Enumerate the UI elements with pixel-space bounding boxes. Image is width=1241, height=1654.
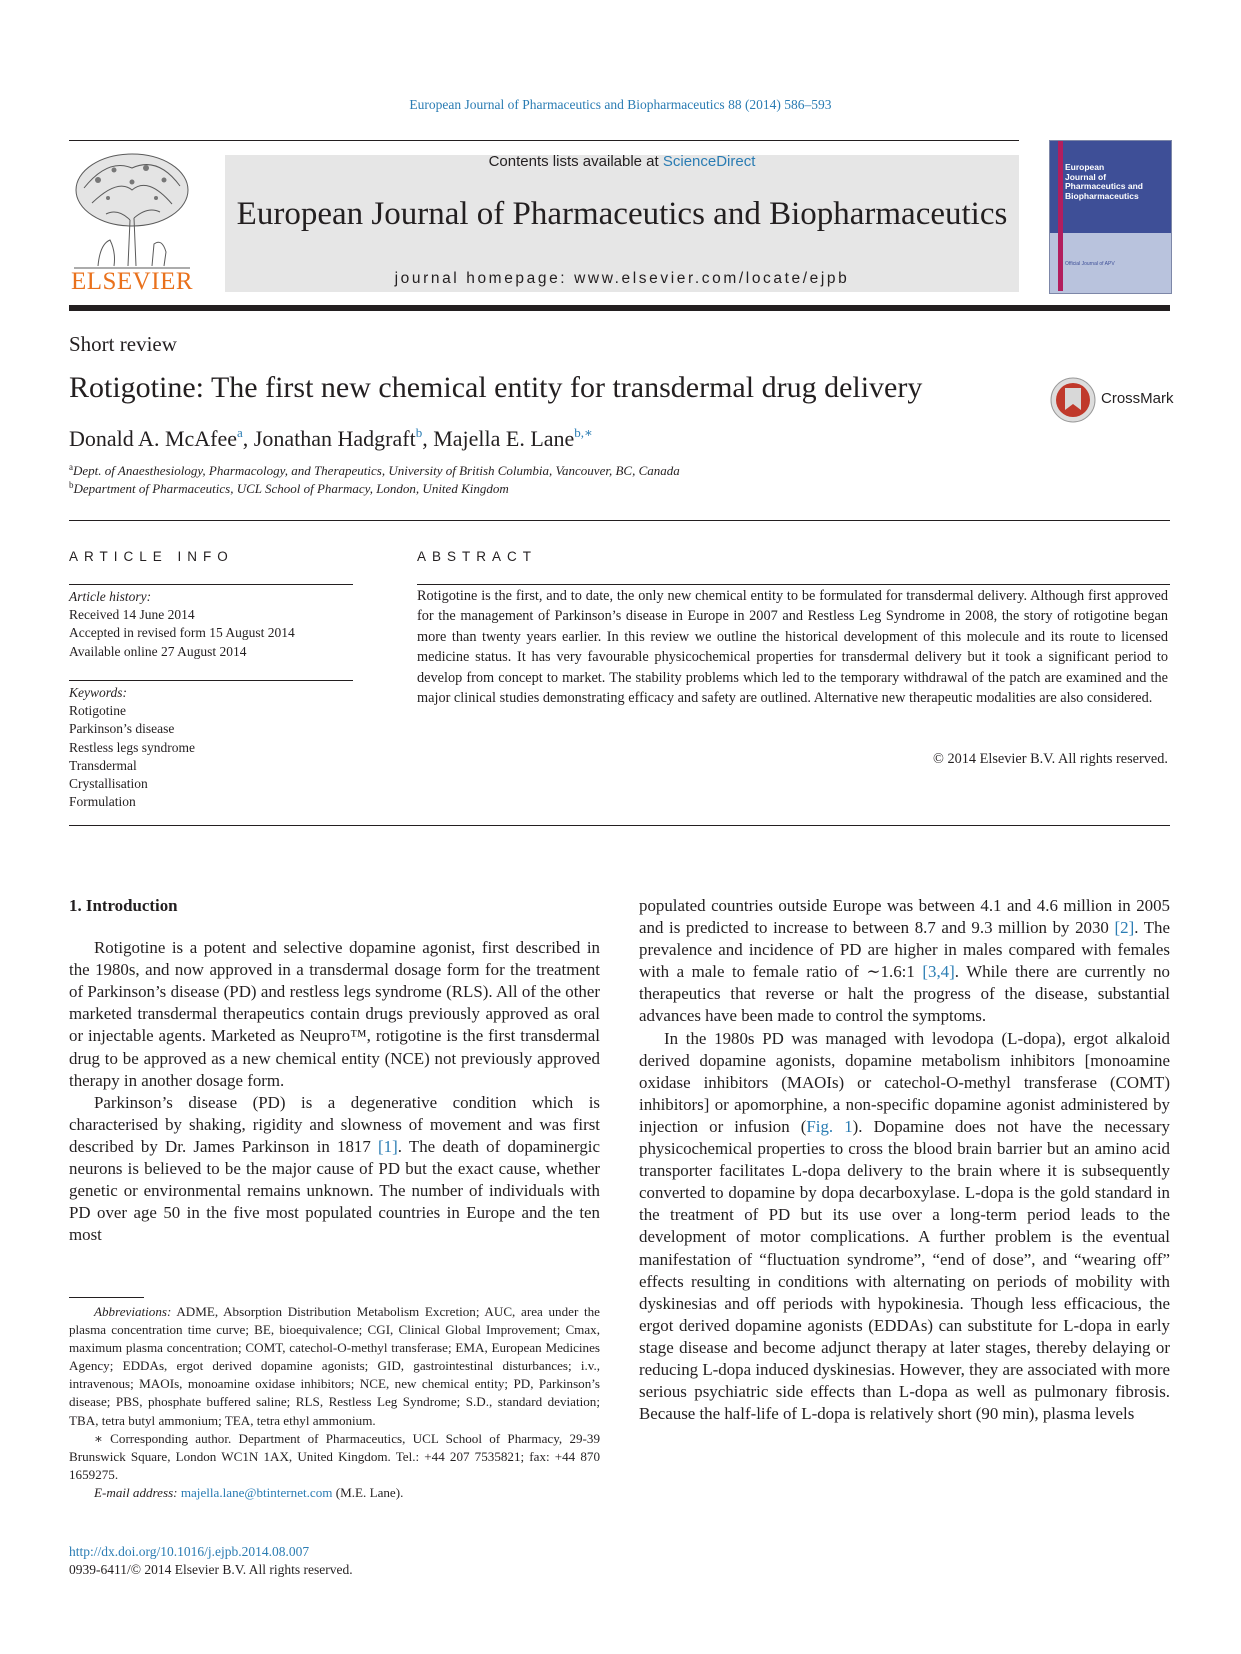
article-info-rule [69, 584, 353, 585]
reference-link[interactable]: [2] [1114, 918, 1135, 938]
history-entry: Accepted in revised form 15 August 2014 [69, 625, 295, 641]
cover-title-line: Biopharmaceutics [1065, 190, 1139, 201]
author-name: Jonathan Hadgraft [253, 426, 416, 451]
section-heading: 1. Introduction [69, 896, 178, 915]
history-entry: Available online 27 August 2014 [69, 643, 247, 659]
cover-accent-stripe [1058, 141, 1063, 291]
masthead-top-rule [69, 140, 1019, 141]
issn-line: 0939-6411/© 2014 Elsevier B.V. All rights reserved. [69, 1562, 353, 1578]
bottom-info [69, 1543, 353, 1580]
journal-homepage-line[interactable]: journal homepage: www.elsevier.com/locate/ejpb [394, 270, 850, 287]
paragraph-text: . The death of dopaminergic neurons is believed to be the major cause of PD but the exact cause, whether genetic or environmental remains unknown. The number of individuals with PD over age 50 in the five most populated countries in Europe and the ten most [69, 1136, 600, 1245]
keyword: Formulation [69, 794, 136, 810]
paragraph-text: ). Dopamine does not have the necessary physicochemical properties to cross the blood brain barrier but an amino acid transporter facilitates L-dopa delivery to the brain where it is subsequently converted to dopamine by dopa decarboxylase. L-dopa is the gold standard in the treatment of PD but its use over a long-term period leads to the development of motor complications. A further problem is the eventual manifestation of “fluctuation syndrome”, “end of dose”, and “wearing off” effects resulting in conditions with alternating on periods of mobility with dyskinesias and off periods with hypokinesia. Though less efficacious, the ergot derived dopamine agonists (EDDAs) can substitute for L-dopa in early stage disease and become adjunct therapy at later stages, thereby delaying or reducing L-dopa induced dyskinesias. However, they are associated with more serious psychiatric side effects than L-dopa as well as pulmonary fibrosis. Because the half-life of L-dopa is relatively short (90 min), plasma levels [639, 1116, 1170, 1424]
paragraph-text: . While there are currently no therapeutics that reverse or halt the progress of the disease, substantial advances have been made to control the symptoms. [639, 962, 1170, 1026]
journal-title: European Journal of Pharmaceutics and Biopharmaceutics [236, 196, 1008, 232]
email-suffix: (M.E. Lane). [332, 1484, 404, 1500]
body-left-column [69, 895, 600, 1246]
affiliation-text: Dept. of Anaesthesiology, Pharmacology, and Therapeutics, University of British Columbia, Vancouver, BC, Canada [73, 463, 680, 478]
paragraph-text: Parkinson’s disease (PD) is a degenerative condition which is characterised by shaking, rigidity and slowness of movement and was first described by Dr. James Parkinson in 1817 [69, 1092, 600, 1156]
cover-title-line: Journal of [1065, 171, 1107, 182]
affiliation-marker: a [69, 462, 73, 472]
email-link[interactable]: majella.lane@btinternet.com [180, 1484, 333, 1500]
body-paragraph [69, 1092, 600, 1247]
article-history-label: Article history: [69, 589, 152, 604]
author-separator: , [242, 426, 254, 451]
contents-prefix: Contents lists available at [488, 153, 663, 170]
keyword: Transdermal [69, 757, 137, 773]
header-divider [69, 520, 1170, 521]
cover-title-line: European [1065, 162, 1105, 172]
email-label: E-mail address: [94, 1484, 181, 1500]
author-name: Majella E. Lane [433, 426, 575, 451]
affiliation-text: Department of Pharmaceutics, UCL School of Pharmacy, London, United Kingdom [73, 481, 509, 496]
crossmark-badge[interactable] [1049, 376, 1174, 424]
history-entry: Received 14 June 2014 [69, 607, 195, 623]
author-name: Donald A. McAfee [69, 426, 238, 451]
article-title: Rotigotine: The first new chemical entity for transdermal drug delivery [69, 371, 923, 404]
crossmark-icon [1049, 376, 1097, 424]
reference-link[interactable]: [3,4] [922, 962, 955, 982]
keyword: Rotigotine [69, 703, 126, 719]
keyword: Restless legs syndrome [69, 739, 195, 755]
reference-link[interactable]: [1] [378, 1136, 398, 1156]
abstract-copyright: © 2014 Elsevier B.V. All rights reserved. [933, 751, 1168, 767]
elsevier-wordmark: ELSEVIER [70, 268, 194, 295]
cover-society-text: Official Journal of APV [1065, 261, 1115, 267]
article-history [69, 588, 295, 661]
doi-link[interactable]: http://dx.doi.org/10.1016/j.ejpb.2014.08.007 [69, 1544, 310, 1559]
author-affiliation-marker[interactable]: b [415, 425, 423, 440]
keyword: Parkinson’s disease [69, 721, 175, 737]
abstract-heading: ABSTRACT [417, 549, 538, 564]
paragraph-text: In the 1980s PD was managed with levodopa (L-dopa), ergot alkaloid derived dopamine agonists, dopamine metabolism inhibitors [monoamine oxidase inhibitors (MAOIs) or catechol-O-methyl transferase (COMT) inhibitors] or apomorphine, a non-specific dopamine agonist administered by injection or infusion ( [639, 1028, 1170, 1136]
author-affiliation-marker[interactable]: a [237, 425, 243, 440]
affiliation-marker: b [69, 480, 74, 490]
keywords-rule [69, 680, 353, 681]
author-list [69, 425, 593, 452]
email-footnote [69, 1484, 600, 1502]
crossmark-label: CrossMark [1101, 390, 1174, 407]
footnotes [69, 1303, 600, 1502]
abstract-text: Rotigotine is the first, and to date, the only new chemical entity to be formulated for transdermal delivery. Although first approved for the management of Parkinson’s disease in Europe in 2007 and Restless Leg Syndrome in 2008, the story of rotigotine began more than twenty years earlier. In this review we outline the historical development of this molecule and its route to licensed medicine status. It has very favourable physicochemical properties for transdermal delivery but it took a significant period to develop from concept to market. The stability problems which led to the temporary withdrawal of the patch are examined and the major clinical studies demonstrating efficacy and safety are outlined. Alternative new therapeutic modalities are also considered. [417, 588, 1168, 707]
body-paragraph: Rotigotine is a potent and selective dopamine agonist, first described in the 1980s, and now approved in a transdermal dosage form for the treatment of Parkinson’s disease (PD) and restless legs syndrome (RLS). All of the other marketed transdermal therapeutics contain drugs previously approved as oral or injectable agents. Marketed as Neupro™, rotigotine is the first transdermal drug to be approved as a new chemical entity (NCE) not previously approved therapy in another dosage form. [69, 938, 600, 1090]
contents-availability-line [225, 153, 1019, 170]
footnote-rule [69, 1297, 144, 1298]
paragraph-text: populated countries outside Europe was between 4.1 and 4.6 million in 2005 and is predicted to increase to between 8.7 and 9.3 million by 2030 [639, 896, 1170, 938]
author-separator: , [422, 426, 434, 451]
article-info-heading: ARTICLE INFO [69, 549, 234, 564]
abbreviations-text: ADME, Absorption Distribution Metabolism Excretion; AUC, area under the plasma concentration time curve; BE, bioequivalence; CGI, Clinical Global Improvement; Cmax, maximum plasma concentration; COMT, catechol-O-methyl transferase; EMA, European Medicines Agency; EDDAs, ergot derived dopamine agonists; GID, gastrointestinal disturbances; i.v., intravenous; MAOIs, monoamine oxidase inhibitors; NCE, new chemical entity; PD, Parkinson’s disease; PBS, phosphate buffered saline; RLS, Restless Leg Syndrome; S.D., standard deviation; TBA, tetra butyl ammonium; TEA, tetra ethyl ammonium. [69, 1304, 600, 1428]
abstract-rule [417, 584, 1170, 585]
journal-citation-link[interactable]: European Journal of Pharmaceutics and Biopharmaceutics 88 (2014) 586–593 [409, 97, 832, 112]
corresponding-author-footnote: ∗ Corresponding author. Department of Pharmaceutics, UCL School of Pharmacy, 29-39 Brunswick Square, London WC1N 1AX, United Kingdom. Tel.: +44 207 7535821; fax: +44 870 1659275. [69, 1430, 600, 1482]
body-paragraph [639, 895, 1170, 1028]
cover-title-line: Pharmaceutics and [1065, 181, 1143, 191]
keywords-block [69, 684, 195, 811]
cover-title [1065, 163, 1143, 201]
front-matter-divider [69, 825, 1170, 826]
body-paragraph [639, 1028, 1170, 1426]
sciencedirect-link[interactable]: ScienceDirect [662, 153, 756, 170]
author-affiliation-marker[interactable]: b,∗ [574, 425, 593, 440]
journal-cover-thumbnail[interactable] [1049, 140, 1172, 294]
masthead-bottom-rule [69, 305, 1170, 311]
article-category: Short review [69, 332, 177, 356]
body-right-column [639, 895, 1170, 1425]
keywords-label: Keywords: [69, 685, 127, 700]
abbreviations-label: Abbreviations: [94, 1304, 172, 1319]
figure-link[interactable]: Fig. 1 [806, 1116, 853, 1136]
affiliation-a [69, 462, 680, 479]
abbreviations-footnote [69, 1303, 600, 1430]
affiliation-b [69, 480, 509, 497]
paragraph-text: . The prevalence and incidence of PD are higher in males compared with females with a male to female ratio of ∼1.6:1 [639, 918, 1170, 982]
keyword: Crystallisation [69, 776, 148, 792]
